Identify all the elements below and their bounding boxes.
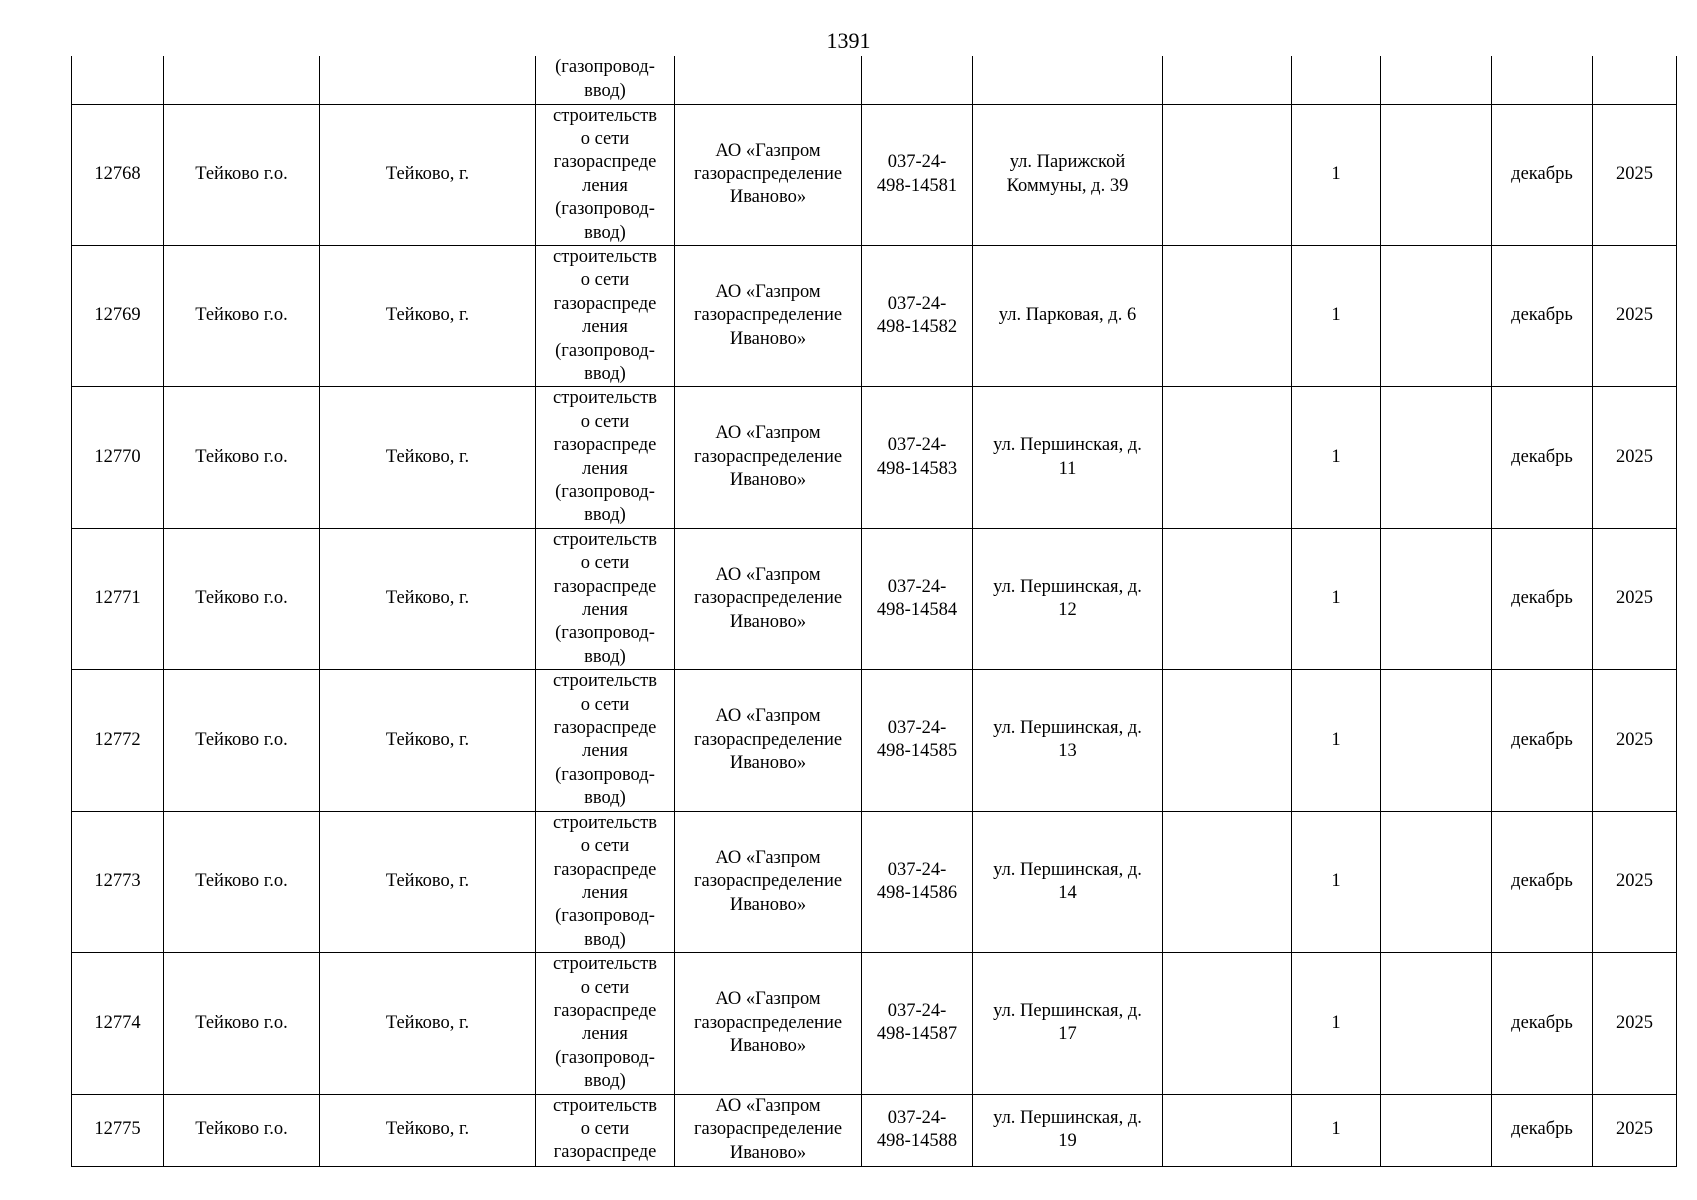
cell-month: декабрь bbox=[1492, 528, 1593, 669]
cell-settlement: Тейково, г. bbox=[320, 811, 536, 952]
cell-empty bbox=[1381, 104, 1492, 245]
cell-month: декабрь bbox=[1492, 104, 1593, 245]
cell-qty: 1 bbox=[1292, 811, 1381, 952]
cell-year: 2025 bbox=[1593, 953, 1677, 1094]
cell-district: Тейково г.о. bbox=[164, 670, 320, 811]
cell-settlement: Тейково, г. bbox=[320, 245, 536, 386]
cell-qty: 1 bbox=[1292, 245, 1381, 386]
cell-qty: 1 bbox=[1292, 1094, 1381, 1166]
cell-settlement: Тейково, г. bbox=[320, 528, 536, 669]
cell-year: 2025 bbox=[1593, 1094, 1677, 1166]
cell-org: АО «Газпром газораспределение Иваново» bbox=[675, 104, 862, 245]
cell-org: АО «Газпром газораспределение Иваново» bbox=[675, 245, 862, 386]
cell-empty bbox=[1381, 953, 1492, 1094]
cell-empty bbox=[1381, 811, 1492, 952]
cell-qty: 1 bbox=[1292, 953, 1381, 1094]
cell-district: Тейково г.о. bbox=[164, 104, 320, 245]
cell-work: строительств о сети газораспреде ления (газопровод- ввод) bbox=[536, 245, 675, 386]
cell-district: Тейково г.о. bbox=[164, 245, 320, 386]
table-row bbox=[72, 528, 1677, 669]
cell-month: декабрь bbox=[1492, 953, 1593, 1094]
cell-work: строительств о сети газораспреде ления (газопровод- ввод) bbox=[536, 387, 675, 528]
cell-empty bbox=[1163, 670, 1292, 811]
cell-qty: 1 bbox=[1292, 104, 1381, 245]
cell-empty bbox=[1381, 56, 1492, 104]
cell-address: ул. Першинская, д. 13 bbox=[973, 670, 1163, 811]
cell-code: 037-24- 498-14582 bbox=[862, 245, 973, 386]
cell-code: 037-24- 498-14585 bbox=[862, 670, 973, 811]
cell-empty bbox=[1381, 528, 1492, 669]
cell-year: 2025 bbox=[1593, 245, 1677, 386]
cell-empty bbox=[1163, 104, 1292, 245]
cell-org: АО «Газпром газораспределение Иваново» bbox=[675, 811, 862, 952]
cell-work: строительств о сети газораспреде ления (газопровод- ввод) bbox=[536, 811, 675, 952]
cell-work: (газопровод- ввод) bbox=[536, 56, 675, 104]
cell-settlement: Тейково, г. bbox=[320, 387, 536, 528]
table-row bbox=[72, 245, 1677, 386]
cell-org: АО «Газпром газораспределение Иваново» bbox=[675, 953, 862, 1094]
cell-org bbox=[675, 56, 862, 104]
cell-year: 2025 bbox=[1593, 387, 1677, 528]
cell-work: строительств о сети газораспреде bbox=[536, 1094, 675, 1166]
cell-year bbox=[1593, 56, 1677, 104]
cell-address: ул. Першинская, д. 14 bbox=[973, 811, 1163, 952]
cell-district: Тейково г.о. bbox=[164, 1094, 320, 1166]
cell-district bbox=[164, 56, 320, 104]
cell-settlement bbox=[320, 56, 536, 104]
cell-qty: 1 bbox=[1292, 670, 1381, 811]
cell-empty bbox=[1381, 387, 1492, 528]
cell-code: 037-24- 498-14587 bbox=[862, 953, 973, 1094]
cell-org: АО «Газпром газораспределение Иваново» bbox=[675, 670, 862, 811]
cell-org: АО «Газпром газораспределение Иваново» bbox=[675, 528, 862, 669]
cell-address: ул. Першинская, д. 19 bbox=[973, 1094, 1163, 1166]
cell-settlement: Тейково, г. bbox=[320, 104, 536, 245]
cell-year: 2025 bbox=[1593, 811, 1677, 952]
cell-id bbox=[72, 56, 164, 104]
cell-code: 037-24- 498-14586 bbox=[862, 811, 973, 952]
table-row bbox=[72, 387, 1677, 528]
cell-id: 12769 bbox=[72, 245, 164, 386]
cell-work: строительств о сети газораспреде ления (газопровод- ввод) bbox=[536, 670, 675, 811]
cell-settlement: Тейково, г. bbox=[320, 953, 536, 1094]
cell-id: 12768 bbox=[72, 104, 164, 245]
cell-district: Тейково г.о. bbox=[164, 811, 320, 952]
cell-code: 037-24- 498-14584 bbox=[862, 528, 973, 669]
cell-id: 12772 bbox=[72, 670, 164, 811]
cell-district: Тейково г.о. bbox=[164, 387, 320, 528]
cell-work: строительств о сети газораспреде ления (газопровод- ввод) bbox=[536, 528, 675, 669]
cell-district: Тейково г.о. bbox=[164, 528, 320, 669]
cell-qty bbox=[1292, 56, 1381, 104]
cell-year: 2025 bbox=[1593, 104, 1677, 245]
cell-id: 12773 bbox=[72, 811, 164, 952]
table-row-continued bbox=[72, 56, 1677, 104]
cell-address: ул. Першинская, д. 17 bbox=[973, 953, 1163, 1094]
cell-empty bbox=[1381, 245, 1492, 386]
cell-code: 037-24- 498-14581 bbox=[862, 104, 973, 245]
cell-empty bbox=[1163, 811, 1292, 952]
table-row bbox=[72, 811, 1677, 952]
page-number: 1391 bbox=[826, 28, 871, 53]
cell-address: ул. Парковая, д. 6 bbox=[973, 245, 1163, 386]
table-row bbox=[72, 953, 1677, 1094]
cell-work: строительств о сети газораспреде ления (газопровод- ввод) bbox=[536, 104, 675, 245]
cell-empty bbox=[1163, 1094, 1292, 1166]
cell-qty: 1 bbox=[1292, 528, 1381, 669]
cell-code: 037-24- 498-14588 bbox=[862, 1094, 973, 1166]
cell-settlement: Тейково, г. bbox=[320, 1094, 536, 1166]
table-row bbox=[72, 670, 1677, 811]
cell-id: 12771 bbox=[72, 528, 164, 669]
cell-empty bbox=[1163, 528, 1292, 669]
cell-org: АО «Газпром газораспределение Иваново» bbox=[675, 387, 862, 528]
cell-empty bbox=[1163, 245, 1292, 386]
cell-empty bbox=[1163, 387, 1292, 528]
cell-year: 2025 bbox=[1593, 528, 1677, 669]
cell-month bbox=[1492, 56, 1593, 104]
cell-year: 2025 bbox=[1593, 670, 1677, 811]
cell-month: декабрь bbox=[1492, 245, 1593, 386]
cell-id: 12770 bbox=[72, 387, 164, 528]
cell-empty bbox=[1381, 1094, 1492, 1166]
cell-empty bbox=[1381, 670, 1492, 811]
table-row bbox=[72, 104, 1677, 245]
cell-month: декабрь bbox=[1492, 811, 1593, 952]
cell-month: декабрь bbox=[1492, 670, 1593, 811]
gas-connection-table bbox=[71, 56, 1677, 1167]
cell-address: ул. Парижской Коммуны, д. 39 bbox=[973, 104, 1163, 245]
cell-empty bbox=[1163, 953, 1292, 1094]
cell-id: 12774 bbox=[72, 953, 164, 1094]
cell-address: ул. Першинская, д. 11 bbox=[973, 387, 1163, 528]
cell-work: строительств о сети газораспреде ления (газопровод- ввод) bbox=[536, 953, 675, 1094]
cell-month: декабрь bbox=[1492, 387, 1593, 528]
cell-qty: 1 bbox=[1292, 387, 1381, 528]
cell-address bbox=[973, 56, 1163, 104]
cell-code bbox=[862, 56, 973, 104]
cell-id: 12775 bbox=[72, 1094, 164, 1166]
cell-address: ул. Першинская, д. 12 bbox=[973, 528, 1163, 669]
cell-district: Тейково г.о. bbox=[164, 953, 320, 1094]
table-row bbox=[72, 1094, 1677, 1166]
cell-settlement: Тейково, г. bbox=[320, 670, 536, 811]
cell-org: АО «Газпром газораспределение Иваново» bbox=[675, 1094, 862, 1166]
cell-month: декабрь bbox=[1492, 1094, 1593, 1166]
table-body bbox=[72, 56, 1677, 1166]
cell-code: 037-24- 498-14583 bbox=[862, 387, 973, 528]
cell-empty bbox=[1163, 56, 1292, 104]
